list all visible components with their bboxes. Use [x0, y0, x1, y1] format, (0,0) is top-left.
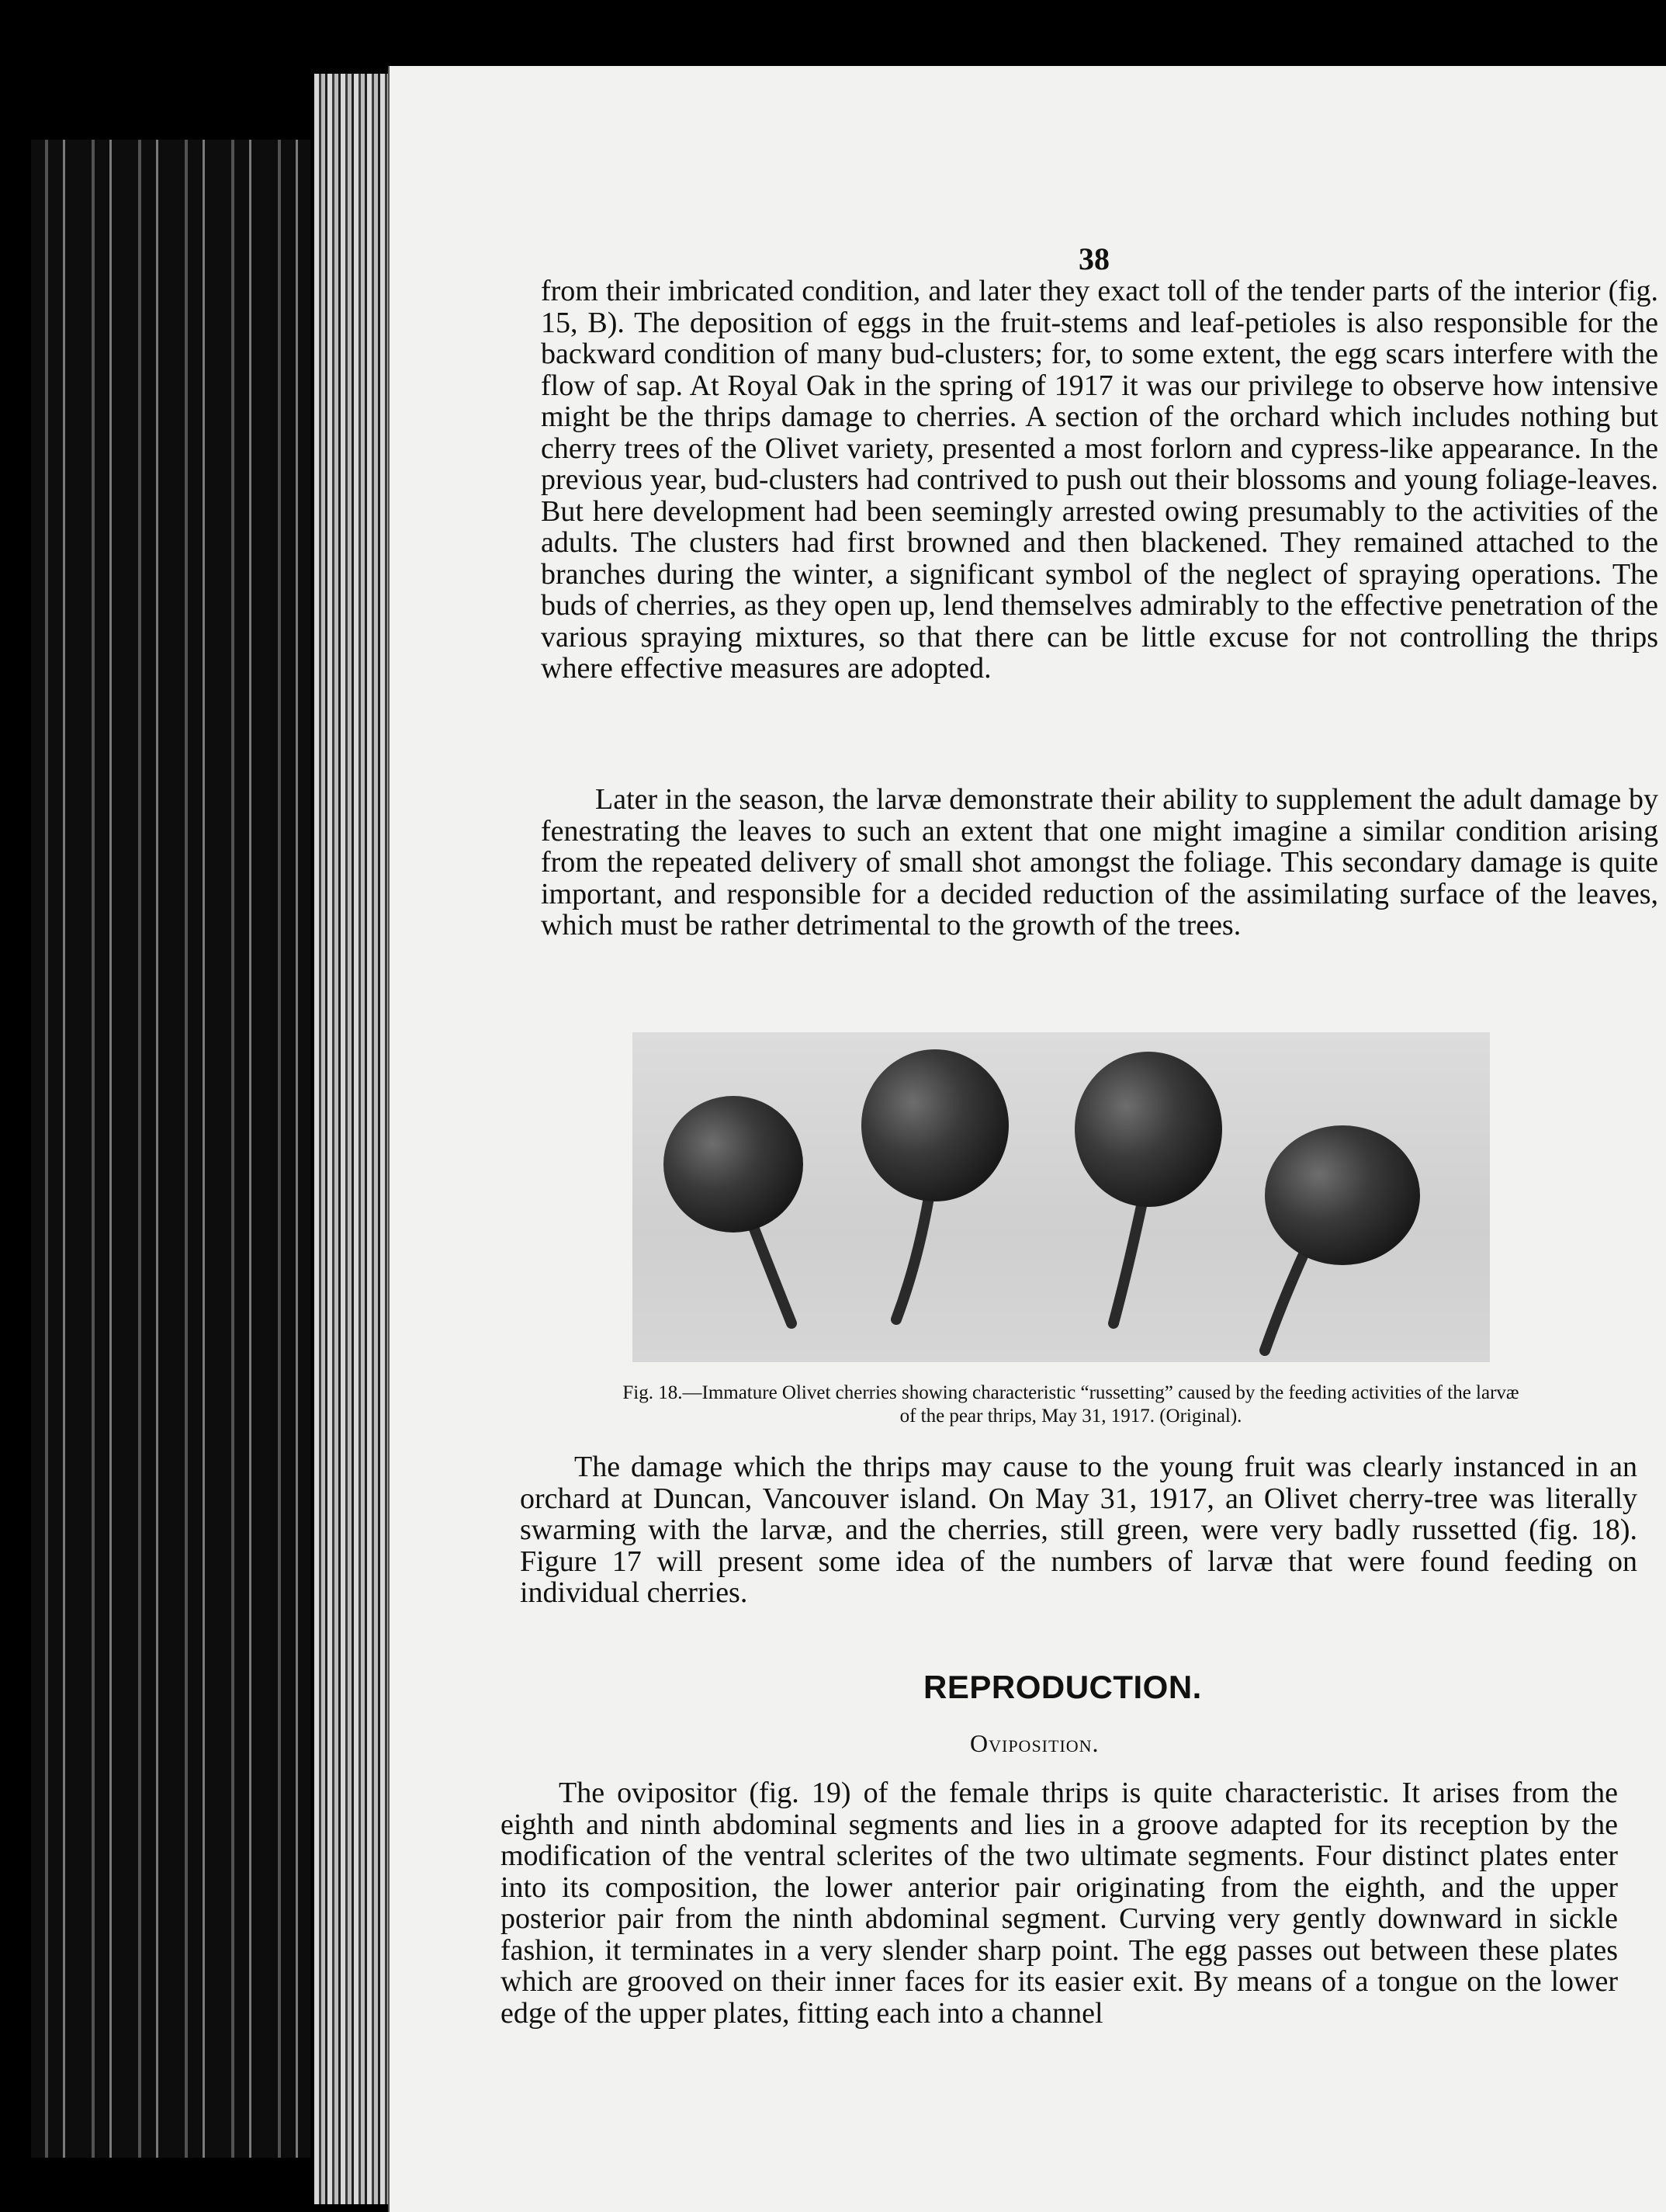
book-page-edges: [314, 74, 400, 2204]
figure-caption: Fig. 18.—Immature Olivet cherries showing characteristic “russetting” caused by the feeding activities of the larvæ of the pear thrips, May 31, 1917. (Original).: [622, 1382, 1519, 1427]
page-number: 38: [1079, 241, 1110, 276]
cherry-1: [663, 1096, 803, 1323]
section-heading: REPRODUCTION.: [923, 1669, 1202, 1705]
subsection-heading: Oviposition.: [970, 1729, 1100, 1757]
cherry-3: [1075, 1052, 1222, 1323]
paragraph-text: from their imbricated condition, and later they exact toll of the tender parts of the interior (fig. 15, B). The deposition of eggs in the fruit-stems and leaf-petioles is also responsible for the backward condition of many bud-clusters; for, to some extent, the egg scars interfere with the flow of sap. At Royal Oak in the spring of 1917 it was our privilege to observe how intensive might be the thrips damage to cherries. A section of the orchard which includes nothing but cherry trees of the Olivet variety, presented a most forlorn and cypress-like appearance. In the previous year, bud-clusters had contrived to push out their blossoms and young foliage-leaves. But here development had been seemingly arrested owing presumably to the activities of the adults. The clusters had first browned and then blackened. They remained attached to the branches during the winter, a significant symbol of the neglect of spraying operations. The buds of cherries, as they open up, lend themselves admirably to the effective penetration of the various spraying mixtures, so that there can be little excuse for not controlling the thrips where effective measures are adopted.: [541, 275, 1658, 685]
paragraph-text: The ovipositor (fig. 19) of the female thrips is quite characteristic. It arises from the eighth and ninth abdominal segments and lies in a groove adapted for its reception by the modification of the ventral sclerites of the two ultimate segments. Four distinct plates enter into its composition, the lower anterior pair originating from the eighth, and the upper posterior pair from the ninth abdominal segment. Curving very gently downward in sickle fashion, it terminates in a very slender sharp point. The egg passes out between these plates which are grooved on their inner faces for its easier exit. By means of a tongue on the lower edge of the upper plates, fitting each into a channel: [500, 1777, 1618, 2030]
paragraph-larvae-damage: [541, 784, 1658, 941]
paragraph-thrips-damage: [541, 276, 1658, 685]
cherry-2: [861, 1049, 1009, 1319]
paragraph-text: Later in the season, the larvæ demonstrate their ability to supplement the adult damage by fenestrating the leaves to such an extent that one might imagine a similar condition arising from the repeated delivery of small shot amongst the foliage. This secondary damage is quite important, and responsible for a decided reduction of the assimilating surface of the leaves, which must be rather detrimental to the growth of the trees.: [541, 783, 1658, 941]
paragraph-young-fruit-damage: [520, 1451, 1637, 1609]
cherry-4: [1265, 1125, 1420, 1350]
paragraph-ovipositor: [500, 1777, 1618, 2029]
figure-cherries-photo: [632, 1032, 1490, 1362]
microfilm-edge-stripes: [31, 140, 310, 2158]
paragraph-text: The damage which the thrips may cause to the young fruit was clearly instanced in an orchard at Duncan, Vancouver island. On May 31, 1917, an Olivet cherry-tree was literally swarming with the larvæ, and the cherries, still green, were very badly russetted (fig. 18). Figure 17 will present some idea of the numbers of larvæ that were found feeding on individual cherries.: [520, 1451, 1637, 1609]
cherries-illustration: [632, 1032, 1490, 1362]
